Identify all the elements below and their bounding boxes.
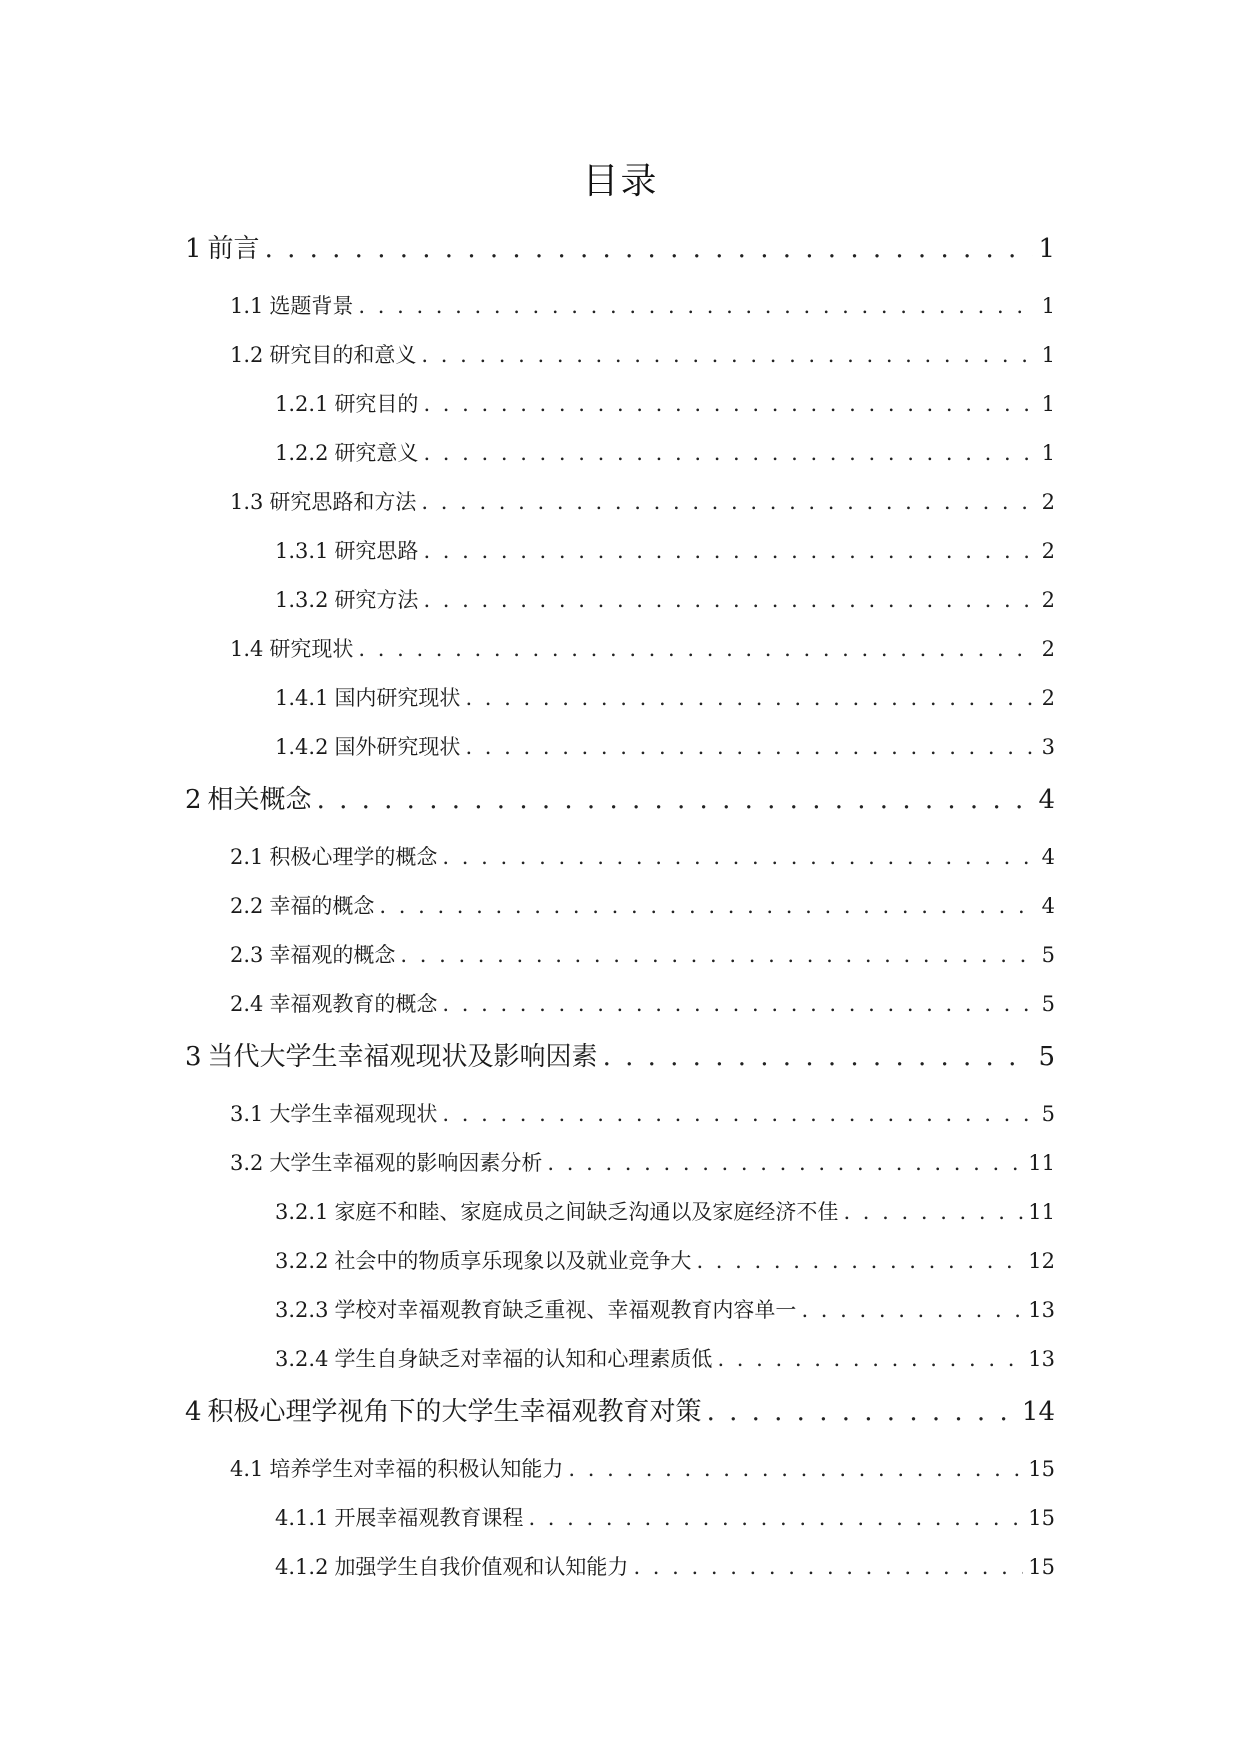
toc-entry-1-1[interactable] xyxy=(185,286,1055,335)
toc-page-number: 2 xyxy=(1041,637,1055,661)
toc-entry-title: 当代大学生幸福观现状及影响因素 xyxy=(207,1042,598,1072)
dot-leader xyxy=(421,482,1036,522)
toc-entry-1-3[interactable] xyxy=(185,482,1055,531)
toc-page-number: 15 xyxy=(1028,1555,1055,1579)
dot-leader xyxy=(400,935,1036,975)
dot-leader xyxy=(423,433,1036,473)
toc-entry-title: 国外研究现状 xyxy=(334,735,461,759)
toc-entry-title: 幸福观的概念 xyxy=(269,943,396,967)
toc-entry-number: 4.1.2 xyxy=(275,1555,329,1579)
dot-leader xyxy=(568,1449,1023,1489)
toc-entry-1[interactable] xyxy=(185,225,1055,286)
toc-entry-number: 3 xyxy=(185,1042,202,1072)
dot-leader xyxy=(717,1339,1023,1379)
dot-leader xyxy=(317,776,1034,824)
toc-entry-title: 大学生幸福观现状 xyxy=(269,1102,438,1126)
toc-page-number: 5 xyxy=(1041,943,1055,967)
dot-leader xyxy=(423,580,1036,620)
toc-entry-1-2[interactable] xyxy=(185,335,1055,384)
toc-entry-4-1[interactable] xyxy=(185,1449,1055,1498)
dot-leader xyxy=(603,1033,1034,1081)
toc-entry-title: 前言 xyxy=(207,234,260,264)
dot-leader xyxy=(465,727,1036,767)
toc-entry-title: 研究目的和意义 xyxy=(269,343,417,367)
toc-entry-title: 研究现状 xyxy=(269,637,354,661)
toc-entry-3-2[interactable] xyxy=(185,1143,1055,1192)
dot-leader xyxy=(547,1143,1023,1183)
toc-entry-1-2-1[interactable] xyxy=(185,384,1055,433)
toc-page-number: 1 xyxy=(1041,294,1055,318)
toc-page-number: 12 xyxy=(1028,1249,1055,1273)
toc-entry-number: 1.3 xyxy=(230,490,264,514)
dot-leader xyxy=(442,984,1036,1024)
toc-entry-number: 2.2 xyxy=(230,894,264,918)
toc-entry-number: 4.1 xyxy=(230,1457,264,1481)
toc-entry-4[interactable] xyxy=(185,1388,1055,1449)
toc-entry-number: 1.4.1 xyxy=(275,686,329,710)
page-title: 目录 xyxy=(582,161,659,202)
toc-entry-number: 1.2.1 xyxy=(275,392,329,416)
toc-page-number: 1 xyxy=(1038,234,1055,264)
toc-page-number: 5 xyxy=(1038,1042,1055,1072)
dot-leader xyxy=(423,531,1036,571)
toc-page-number: 5 xyxy=(1041,1102,1055,1126)
toc-page-number: 13 xyxy=(1028,1298,1055,1322)
toc-entry-number: 4.1.1 xyxy=(275,1506,329,1530)
toc-entry-3-2-4[interactable] xyxy=(185,1339,1055,1388)
toc-entry-3-2-3[interactable] xyxy=(185,1290,1055,1339)
toc-page-number: 1 xyxy=(1041,392,1055,416)
toc-entry-title: 相关概念 xyxy=(207,785,312,815)
toc-entry-3-2-2[interactable] xyxy=(185,1241,1055,1290)
toc-entry-number: 1.3.1 xyxy=(275,539,329,563)
toc-entry-number: 3.2 xyxy=(230,1151,264,1175)
dot-leader xyxy=(358,629,1036,669)
toc-entry-title: 积极心理学的概念 xyxy=(269,845,438,869)
toc-entry-number: 3.2.1 xyxy=(275,1200,329,1224)
toc-entry-number: 1.4 xyxy=(230,637,264,661)
toc-page-number: 3 xyxy=(1041,735,1055,759)
toc-entry-4-1-2[interactable] xyxy=(185,1547,1055,1596)
dot-leader xyxy=(421,335,1036,375)
dot-leader xyxy=(707,1388,1017,1436)
toc-entry-2-1[interactable] xyxy=(185,837,1055,886)
toc-entry-title: 社会中的物质享乐现象以及就业竞争大 xyxy=(334,1249,692,1273)
toc-entry-number: 1.4.2 xyxy=(275,735,329,759)
toc-entry-2-2[interactable] xyxy=(185,886,1055,935)
toc-entry-1-3-2[interactable] xyxy=(185,580,1055,629)
toc-page-number: 14 xyxy=(1021,1397,1055,1427)
dot-leader xyxy=(528,1498,1023,1538)
toc-entry-3-2-1[interactable] xyxy=(185,1192,1055,1241)
toc-entry-number: 3.2.3 xyxy=(275,1298,329,1322)
dot-leader xyxy=(696,1241,1023,1281)
toc-entry-title: 培养学生对幸福的积极认知能力 xyxy=(269,1457,564,1481)
toc-entry-title: 研究意义 xyxy=(334,441,419,465)
toc-page-number: 11 xyxy=(1028,1200,1055,1224)
toc-entry-title: 学校对幸福观教育缺乏重视、幸福观教育内容单一 xyxy=(334,1298,797,1322)
toc-page-number: 13 xyxy=(1028,1347,1055,1371)
toc-entry-1-2-2[interactable] xyxy=(185,433,1055,482)
toc-entry-title: 加强学生自我价值观和认知能力 xyxy=(334,1555,629,1579)
toc-entry-number: 2.3 xyxy=(230,943,264,967)
toc-page-number: 1 xyxy=(1041,343,1055,367)
toc-page-number: 4 xyxy=(1038,785,1055,815)
dot-leader xyxy=(442,1094,1036,1134)
toc-entry-1-4[interactable] xyxy=(185,629,1055,678)
toc-entry-title: 研究方法 xyxy=(334,588,419,612)
dot-leader xyxy=(801,1290,1023,1330)
toc-entry-number: 1.1 xyxy=(230,294,264,318)
toc-entry-1-4-1[interactable] xyxy=(185,678,1055,727)
toc-entry-number: 3.2.2 xyxy=(275,1249,329,1273)
toc-entry-title: 研究思路 xyxy=(334,539,419,563)
dot-leader xyxy=(358,286,1036,326)
toc-entry-title: 开展幸福观教育课程 xyxy=(334,1506,524,1530)
toc-entry-number: 1.3.2 xyxy=(275,588,329,612)
toc-page-number: 15 xyxy=(1028,1457,1055,1481)
toc-entry-number: 1.2.2 xyxy=(275,441,329,465)
toc-entry-title: 幸福观教育的概念 xyxy=(269,992,438,1016)
toc-entry-title: 学生自身缺乏对幸福的认知和心理素质低 xyxy=(334,1347,713,1371)
toc-entry-2-4[interactable] xyxy=(185,984,1055,1033)
dot-leader xyxy=(442,837,1036,877)
toc-entry-title: 研究目的 xyxy=(334,392,419,416)
toc-entry-3[interactable] xyxy=(185,1033,1055,1094)
dot-leader xyxy=(423,384,1036,424)
toc-page-number: 5 xyxy=(1041,992,1055,1016)
toc-entry-1-3-1[interactable] xyxy=(185,531,1055,580)
toc-entry-title: 家庭不和睦、家庭成员之间缺乏沟通以及家庭经济不佳 xyxy=(334,1200,839,1224)
toc-entry-title: 积极心理学视角下的大学生幸福观教育对策 xyxy=(207,1397,702,1427)
toc-entry-number: 1.2 xyxy=(230,343,264,367)
table-of-contents xyxy=(185,225,1055,1596)
dot-leader xyxy=(843,1192,1023,1232)
toc-entry-number: 2.4 xyxy=(230,992,264,1016)
toc-entry-number: 4 xyxy=(185,1397,202,1427)
toc-page-number: 2 xyxy=(1041,686,1055,710)
toc-entry-number: 2 xyxy=(185,785,202,815)
toc-page-number: 4 xyxy=(1041,845,1055,869)
toc-entry-number: 3.1 xyxy=(230,1102,264,1126)
toc-entry-1-4-2[interactable] xyxy=(185,727,1055,776)
toc-entry-number: 3.2.4 xyxy=(275,1347,329,1371)
dot-leader xyxy=(465,678,1036,718)
toc-page-number: 4 xyxy=(1041,894,1055,918)
toc-entry-number: 1 xyxy=(185,234,202,264)
dot-leader xyxy=(265,225,1034,273)
toc-page-number: 2 xyxy=(1041,490,1055,514)
toc-entry-4-1-1[interactable] xyxy=(185,1498,1055,1547)
toc-page-number: 2 xyxy=(1041,588,1055,612)
toc-entry-number: 2.1 xyxy=(230,845,264,869)
toc-page-number: 2 xyxy=(1041,539,1055,563)
toc-entry-title: 大学生幸福观的影响因素分析 xyxy=(269,1151,543,1175)
dot-leader xyxy=(633,1547,1023,1587)
toc-entry-2-3[interactable] xyxy=(185,935,1055,984)
toc-entry-3-1[interactable] xyxy=(185,1094,1055,1143)
toc-page-number: 1 xyxy=(1041,441,1055,465)
toc-entry-2[interactable] xyxy=(185,776,1055,837)
toc-entry-title: 幸福的概念 xyxy=(269,894,375,918)
toc-entry-title: 国内研究现状 xyxy=(334,686,461,710)
toc-entry-title: 研究思路和方法 xyxy=(269,490,417,514)
toc-entry-title: 选题背景 xyxy=(269,294,354,318)
dot-leader xyxy=(379,886,1036,926)
toc-page-number: 11 xyxy=(1028,1151,1055,1175)
toc-page-number: 15 xyxy=(1028,1506,1055,1530)
